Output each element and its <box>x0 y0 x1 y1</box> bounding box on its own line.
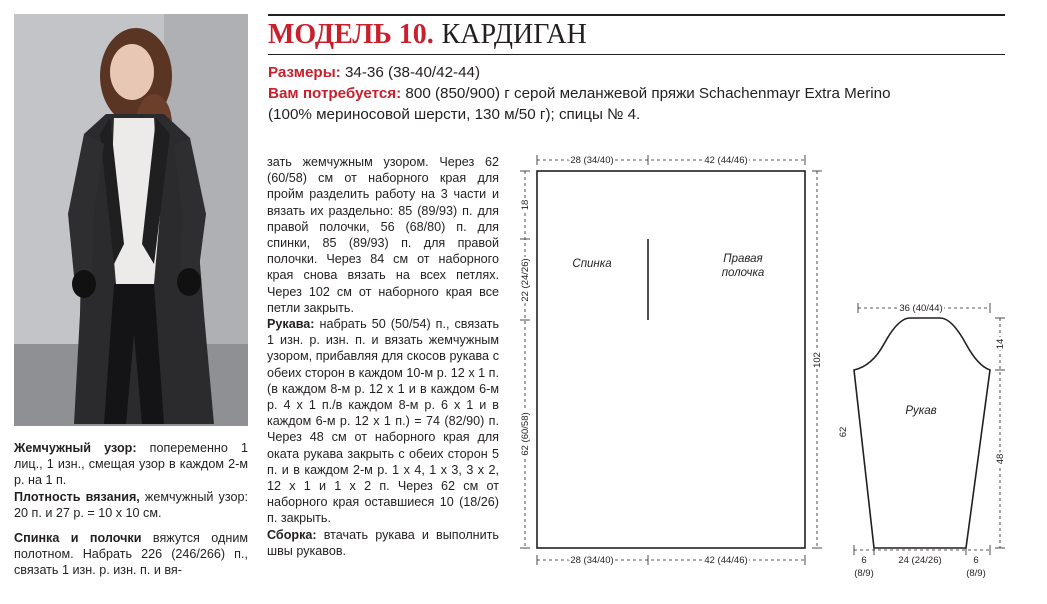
sleeves-text: набрать 50 (50/54) п., связать 1 изн. р. изн. п. и вязать жемчужным узором, прибавляя для скосов рукава с обеих сторон в каждом 10-м р. 12 х 1 п. (в каждом 8-м р. 12 х 1 и в каждом 6-м р. 4 х 1 п./в каждом 8-м р. 6 х 1 и в каждом 6-м р. 12 х 1 п.) = 74 (82/90) п. Через 48 см от наборного края для оката рукава закрыть с обеих сторон 5 п. и в каждом 2-м р. 1 х 4, 1 х 3, 3 х 2, 12 х 1 и 1 х 2 п. Через 62 см от наборного края оставшиеся 10 (18/26) п. закрыть. <box>267 317 500 526</box>
sleeve-bottom-center-dim: 24 (24/26) <box>898 555 942 566</box>
body-bottom-right-dim: 42 (44/46) <box>704 555 748 566</box>
needs-value: 800 (850/900) г серой меланжевой пряжи Schachenmayr Extra Merino <box>405 85 891 102</box>
sleeve-top-dim: 36 (40/44) <box>899 303 943 314</box>
body-left-middle-dim: 22 (24/26) <box>520 258 531 302</box>
sleeve-bottom-right-dim-1: 6 <box>973 555 979 566</box>
sleeve-outline <box>854 318 990 548</box>
sleeve-bottom-left-dim-2: (8/9) <box>854 568 874 579</box>
label-back: Спинка <box>572 258 612 270</box>
pattern-label: Жемчужный узор: <box>14 441 137 455</box>
label-front-line1: Правая <box>723 253 763 265</box>
body-top-left-dim: 28 (34/40) <box>570 155 614 166</box>
assembly-text: втачать рукава и выполнить швы рукавов. <box>267 527 499 558</box>
sleeve-bottom-left-dim-1: 6 <box>861 555 867 566</box>
body-outline <box>537 171 805 548</box>
pattern-text: попеременно 1 лиц., 1 изн., смещая узор в каждом 2-м р. на 1 п. <box>14 441 249 488</box>
back-text: вяжутся одним полотном. Набрать 226 (246/266) п., связать 1 изн. р. изн. п. и вя- <box>14 531 249 578</box>
gauge-label: Плотность вязания, <box>14 489 140 504</box>
sleeve-lower-dim: 48 <box>995 453 1006 465</box>
gauge-text: жемчужный узор: 20 п. и 27 р. = 10 х 10 см. <box>14 489 248 520</box>
label-front-line2: полочка <box>721 267 765 279</box>
label-sleeve: Рукав <box>905 405 937 417</box>
needs-label: Вам потребуется: <box>268 85 402 102</box>
title-model: МОДЕЛЬ 10. <box>268 19 434 50</box>
body-right-total-dim: 102 <box>812 352 823 368</box>
assembly-label: Сборка: <box>267 527 317 542</box>
body-top-right-dim: 42 (44/46) <box>704 155 748 166</box>
sizes-value: 34-36 (38-40/42-44) <box>344 64 481 81</box>
sizes-label: Размеры: <box>268 64 341 81</box>
body-left-lower-dim: 62 (60/58) <box>520 412 531 456</box>
body-bottom-left-dim: 28 (34/40) <box>570 555 614 566</box>
back-label: Спинка и полочки <box>14 531 142 546</box>
title-name: КАРДИГАН <box>441 19 587 50</box>
body-left-upper-dim: 18 <box>520 199 531 211</box>
body-instructions: зать жемчужным узором. Через 62 (60/58) см от наборного края для пройм разделить работу на 3 части и вязать их раздельно: 85 (89/93) п. для правой полочки, 56 (68/80) п. для спинки, 85 (89/93) п. для правой полочки. Через 84 см от наборного края снова вязать на всех петлях. Через 102 см от наборного края все петли закрыть. <box>267 155 499 315</box>
sleeves-label: Рукава: <box>267 317 315 332</box>
sleeve-left-total-dim: 62 <box>838 426 849 438</box>
sleeve-cap-dim: 14 <box>995 338 1006 350</box>
sleeve-bottom-right-dim-2: (8/9) <box>966 568 986 579</box>
needs-line-2: (100% мериносовой шерсти, 130 м/50 г); спицы № 4. <box>268 106 641 123</box>
